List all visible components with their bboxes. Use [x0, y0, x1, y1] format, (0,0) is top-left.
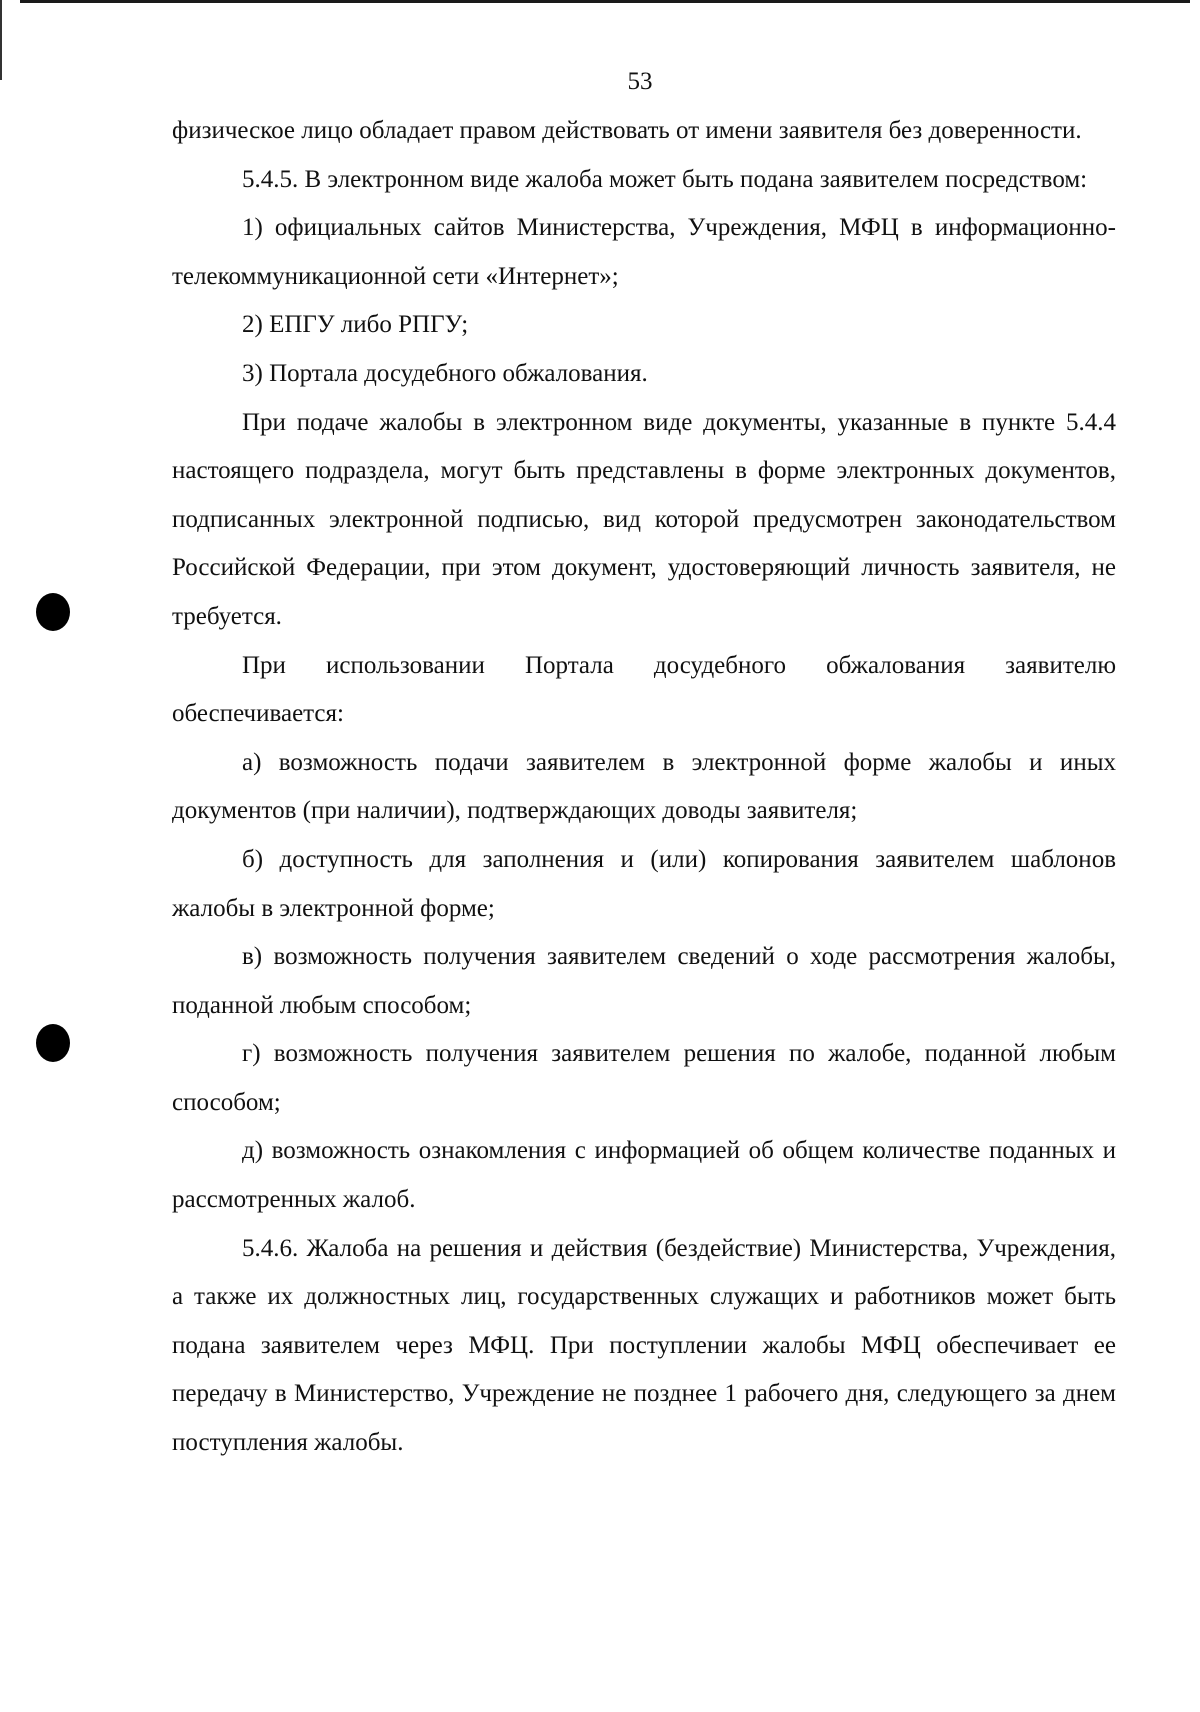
- paragraph-portal-usage: При использовании Портала досудебного обжалования заявителю обеспечивается:: [172, 651, 1116, 728]
- scan-edge-line: [20, 0, 1190, 3]
- list-item-b: б) доступность для заполнения и (или) копирования заявителем шаблонов жалобы в электронной форме;: [172, 845, 1116, 922]
- list-item-v: в) возможность получения заявителем сведений о ходе рассмотрения жалобы, поданной любым способом;: [172, 943, 1116, 1019]
- page-number: 53: [627, 68, 653, 95]
- punch-hole: [36, 1024, 70, 1062]
- list-item-d: д) возможность ознакомления с информацией об общем количестве поданных и рассмотренных жалоб.: [172, 1137, 1116, 1214]
- list-item-3: 3) Портала досудебного обжалования.: [242, 359, 648, 387]
- list-item-g: г) возможность получения заявителем решения по жалобе, поданной любым способом;: [172, 1040, 1116, 1116]
- paragraph-continuation: физическое лицо обладает правом действовать от имени заявителя без доверенности.: [172, 117, 1082, 144]
- paragraph-electronic-submission: При подаче жалобы в электронном виде документы, указанные в пункте 5.4.4 настоящего подраздела, могут быть представлены в форме электронных документов, подписанных электронной подписью, вид которой предусмотрен законодательством Российской Федерации, при этом документ, удостоверяющий личность заявителя, не требуется.: [172, 408, 1116, 630]
- list-item-a: а) возможность подачи заявителем в электронной форме жалобы и иных документов (при наличии), подтверждающих доводы заявителя;: [172, 748, 1116, 825]
- paragraph-5-4-6: 5.4.6. Жалоба на решения и действия (бездействие) Министерства, Учреждения, а также их должностных лиц, государственных служащих и работников может быть подана заявителем через МФЦ. При поступлении жалобы МФЦ обеспечивает ее передачу в Министерство, Учреждение не позднее 1 рабочего дня, следующего за днем поступления жалобы.: [172, 1234, 1116, 1457]
- paragraph-5-4-5: 5.4.5. В электронном виде жалоба может быть подана заявителем посредством:: [242, 165, 1088, 193]
- list-item-1: 1) официальных сайтов Министерства, Учреждения, МФЦ в информационно-телекоммуникационной сети «Интернет»;: [172, 214, 1116, 290]
- punch-hole: [36, 593, 70, 631]
- document-body: [172, 107, 1116, 1468]
- list-item-2: 2) ЕПГУ либо РПГУ;: [242, 311, 469, 339]
